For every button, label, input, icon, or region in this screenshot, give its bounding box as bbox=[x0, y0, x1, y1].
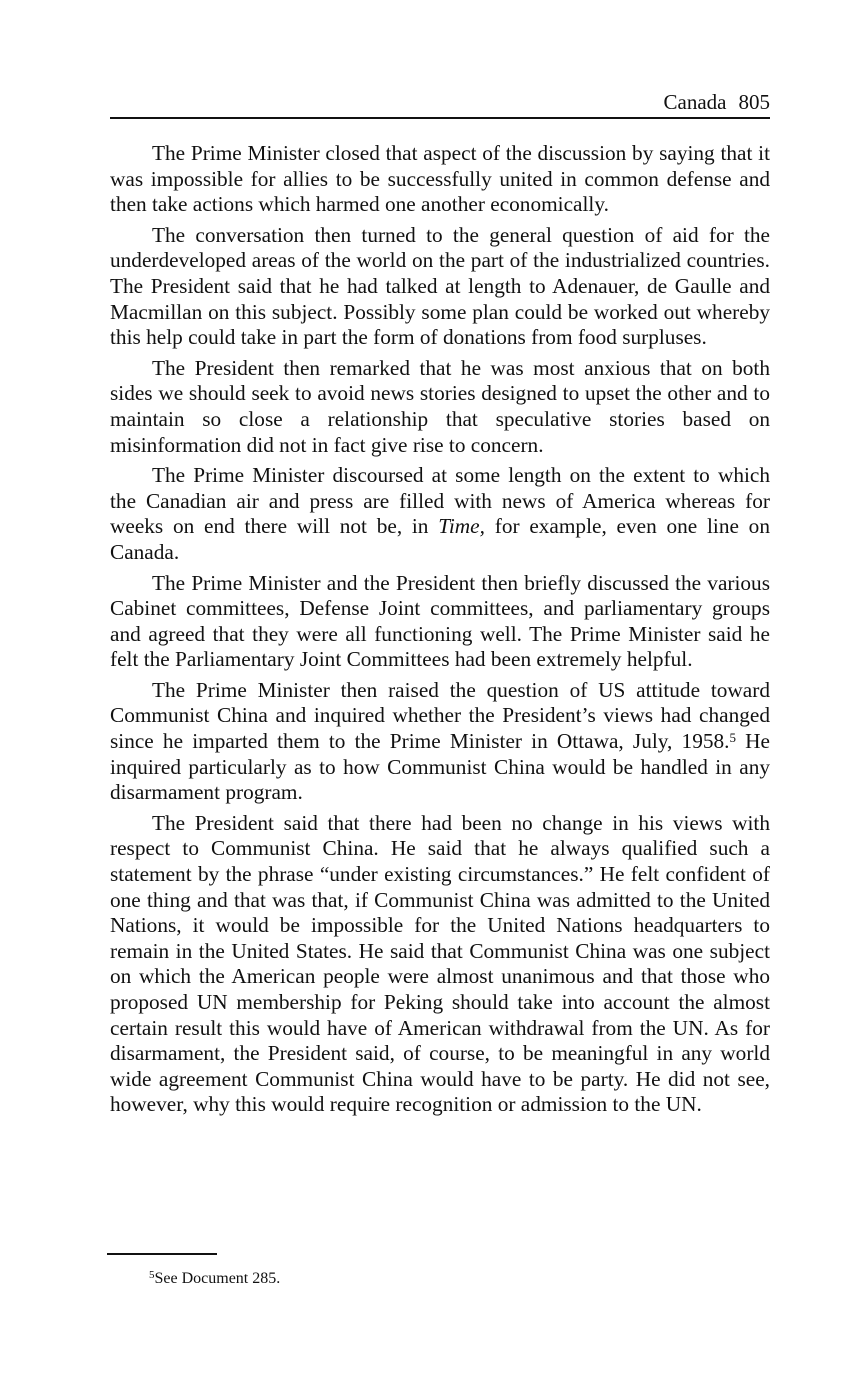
paragraph-6 bbox=[110, 678, 770, 806]
paragraph-4 bbox=[110, 463, 770, 565]
italic-title-time: Time, bbox=[438, 514, 485, 539]
document-body bbox=[110, 141, 770, 1123]
footnote-reference[interactable]: 5 bbox=[729, 730, 736, 746]
footnote-number: 5 bbox=[149, 1269, 155, 1281]
paragraph-1: The Prime Minister closed that aspect of the discussion by saying that it was impossible for allies to be successfully united in common defense and then take actions which harmed one another economically. bbox=[110, 141, 770, 217]
paragraph-4-text-after: for example, even one line on Canada. bbox=[110, 514, 770, 564]
footnote-text: See Document 285. bbox=[154, 1270, 281, 1287]
paragraph-4-text-before: The Prime Minister discoursed at some length on the extent to which the Canadian air and press are filled with news of America whereas for weeks on end there will not be, in bbox=[110, 463, 770, 539]
paragraph-6-text-after: He inquired particularly as to how Communist China would be handled in any disarmament program. bbox=[110, 729, 770, 805]
paragraph-2: The conversation then turned to the general question of aid for the underdeveloped areas of the world on the part of the industrialized countries. The President said that he had talked at length to Adenauer, de Gaulle and Macmillan on this subject. Possibly some plan could be worked out whereby this help could take in part the form of donations from food surpluses. bbox=[110, 222, 770, 350]
paragraph-5: The Prime Minister and the President then briefly discussed the various Cabinet committees, Defense Joint committees, and parliamentary groups and agreed that they were all functioning well. The Prime Minister said he felt the Parliamentary Joint Committees had been extremely helpful. bbox=[110, 570, 770, 672]
page-number: 805 bbox=[738, 90, 770, 114]
footnote bbox=[149, 1268, 280, 1290]
paragraph-3: The President then remarked that he was most anxious that on both sides we should seek to avoid news stories designed to upset the other and to maintain so close a relationship that speculative stories based on misinformation did not in fact give rise to concern. bbox=[110, 355, 770, 457]
paragraph-6-text-before: The Prime Minister then raised the question of US attitude toward Communist China and inquired whether the President’s views had changed since he imparted them to the Prime Minister in Ottawa, July, 1958. bbox=[110, 677, 770, 754]
paragraph-7: The President said that there had been no change in his views with respect to Communist China. He said that he always qualified such a statement by the phrase “under existing circumstances.” He felt confident of one thing and that was that, if Communist China was admitted to the United Nations, it would be impossible for the United Nations headquarters to remain in the United States. He said that Communist China was one subject on which the American people were almost unanimous and that those who proposed UN membership for Peking should take into account the almost certain result this would have of American withdrawal from the UN. As for disarmament, the President said, of course, to be meaningful in any world wide agreement Communist China would have to be party. He did not see, however, why this would require recognition or admission to the UN. bbox=[110, 810, 770, 1117]
footnote-rule bbox=[107, 1253, 217, 1255]
header-rule bbox=[110, 117, 770, 119]
running-title: Canada bbox=[663, 90, 727, 114]
running-header bbox=[110, 88, 770, 116]
